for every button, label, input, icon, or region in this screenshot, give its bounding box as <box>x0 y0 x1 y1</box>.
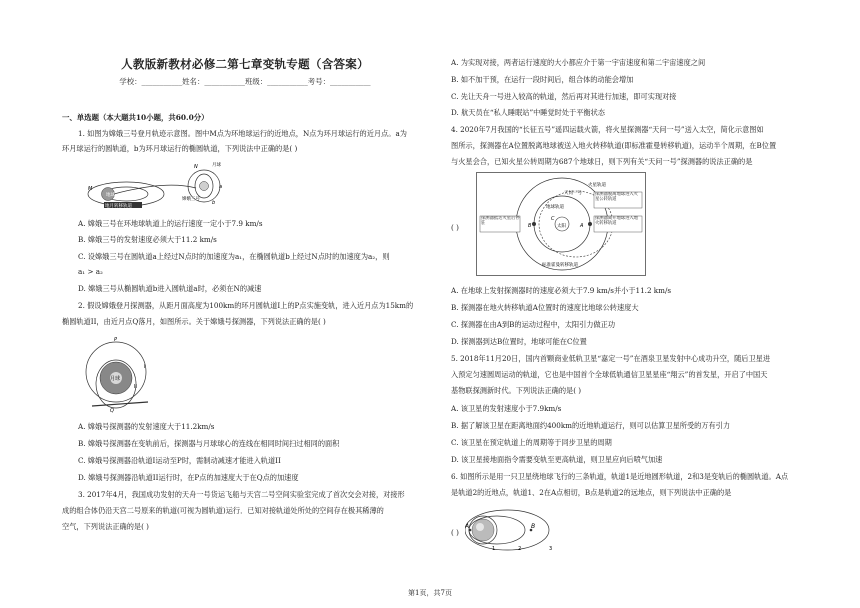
q4-label-c: C <box>551 216 555 222</box>
q6-label-2: 2 <box>518 546 522 552</box>
q1-stem-line1: 1. 如图为嫦娥三号登月轨迹示意图。图中M点为环地球运行的近地点，N点为环月球运行的近月点。a为 <box>78 129 407 138</box>
q4-label-mars-orbit: 火星轨道 <box>588 183 606 188</box>
q1-label-m: M <box>88 186 93 192</box>
q4-label-hohmann: 标准霍曼转移轨道 <box>542 263 578 268</box>
q5-option-a: A. 该卫星的发射速度小于7.9km/s <box>451 404 562 413</box>
q1-option-c: C. 设嫦娥三号在圆轨道a上经过N点时的加速度为a₁，在椭圆轨道b上经过N点时的加速度为a₂，则 <box>78 252 390 261</box>
q4-label-tianwen: 天问一号 <box>564 191 582 196</box>
q6-answer-paren: ( ) <box>451 528 459 537</box>
q4-label-leave-to-mars: 探测器脱离地球进入火星公转轨道 <box>595 192 638 203</box>
q2-option-d: D. 嫦娥号探测器沿轨道II运行时，在P点的加速度大于在Q点的加速度 <box>78 473 299 482</box>
q6-label-1: 1 <box>492 546 496 552</box>
q2-option-a: A. 嫦娥号探测器的发射速度大于11.2km/s <box>78 422 215 431</box>
q1-option-d: D. 嫦娥三号从椭圆轨道b进入圆轨道a时，必须在N的减速 <box>78 284 262 293</box>
q1-label-chang-e: 嫦娥三号 <box>182 197 200 202</box>
q2-option-c: C. 嫦娥号探测器沿轨道I运动至P时，需制动减速才能进入轨道II <box>78 456 281 465</box>
q2-label-i: I <box>144 364 146 370</box>
q4-label-arrive-mars: 探测器抵达火星后停驻 <box>481 216 520 227</box>
q1-label-moon: 月球 <box>212 163 221 168</box>
q3-option-c: C. 先让天舟一号进入较高的轨道，然后再对其进行加速，即可实现对接 <box>451 92 677 101</box>
q1-label-b: b <box>212 200 216 206</box>
q1-option-b: B. 嫦娥三号的发射速度必须大于11.2 km/s <box>78 235 217 244</box>
q6-label-a: A <box>465 523 470 530</box>
q1-option-a: A. 嫦娥三号在环地球轨道上的运行速度一定小于7.9 km/s <box>78 219 263 228</box>
q1-label-n: N <box>194 164 198 170</box>
q1-label-earth: 地球 <box>106 193 115 198</box>
q5-stem-line3: 基物联探测新时代。下列说法正确的是( ) <box>451 386 582 395</box>
q4-stem-line2: 图所示，探测器在A位置脱离地球被送入地火转移轨道(即标准霍曼转移轨道)，运动半个周期，在B位置 <box>451 141 777 150</box>
q5-stem-line1: 5. 2018年11月20日，国内首颗商业低轨卫星“嘉定一号”在酒泉卫星发射中心成功升空，随后卫星进 <box>451 354 771 363</box>
q4-label-sun: 太阳 <box>557 224 566 229</box>
q3-stem-line1: 3. 2017年4月，我国成功发射的天舟一号货运飞船与天宫二号空间实验室完成了首次交会对接，对接形 <box>78 490 405 499</box>
q4-label-a: A <box>580 223 584 229</box>
q3-option-b: B. 如不加干预，在运行一段时间后，组合体的动能会增加 <box>451 75 634 84</box>
q1-label-transfer: 地月转移轨道 <box>105 204 132 209</box>
q1-figure <box>86 160 236 210</box>
q6-stem-line1: 6. 如图所示是用一只卫星绕地球飞行的三条轨道，轨道1是近地圆形轨道，2和3是变轨后的椭圆轨道。A点 <box>451 472 789 481</box>
q4-figure <box>476 172 646 276</box>
q6-label-b: B <box>531 523 536 530</box>
q4-option-b: B. 探测器在地火转移轨道A位置时的速度比地球公转速度大 <box>451 303 639 312</box>
q5-option-d: D. 该卫星接地面指令需要变轨至更高轨道，则卫星应向后喷气加速 <box>451 455 663 464</box>
q2-stem-line2: 椭圆轨道II，由近月点Q落月，如图所示。关于嫦娥号探测器，下列说法正确的是( ) <box>62 317 326 326</box>
q5-option-b: B. 据了解该卫星在距离地面约400km的近地轨道运行，则可以估算卫星所受的万有引力 <box>451 421 731 430</box>
q4-label-earth-orbit: 地球轨道 <box>546 205 564 210</box>
q3-stem-line3: 空气，下列说法正确的是( ) <box>62 522 149 531</box>
q2-stem-line1: 2. 假设嫦娥登月探测器，从距月面高度为100km的环月圆轨道I上的P点实施变轨，进入近月点为15km的 <box>78 301 414 310</box>
q2-label-p: P <box>114 337 118 343</box>
q4-answer-paren: ( ) <box>451 223 459 232</box>
q3-option-d: D. 航天员在“私人睡眠站”中睡觉时处于平衡状态 <box>451 108 605 117</box>
q4-stem-line3: 与火星会合，已知火星公转周期为687个地球日，则下列有关“天问一号”探测器的说法正确的是 <box>451 157 753 166</box>
q3-stem-line2: 成的组合体仍沿天宫二号原来的轨道(可视为圆轨道)运行．已知对接轨道处所处的空间存在极其稀薄的 <box>62 506 384 515</box>
q2-figure <box>82 336 152 414</box>
q4-option-c: C. 探测器在由A到B的运动过程中，太阳引力做正功 <box>451 320 616 329</box>
section-heading: 一、单选题（本大题共10小题，共60.0分） <box>62 113 209 122</box>
page-footer: 第1页，共7页 <box>408 589 452 597</box>
q5-option-c: C. 该卫星在预定轨道上的周期等于同步卫星的周期 <box>451 438 612 447</box>
q2-option-b: B. 嫦娥号探测器在变轨前后，探测器与月球球心的连线在相同时间扫过相同的面积 <box>78 439 340 448</box>
student-info-line: 学校：___________姓名：___________班级：___________考号：___________ <box>119 77 371 86</box>
q2-label-moon: 月球 <box>110 376 121 382</box>
q5-stem-line2: 入预定匀速圆周运动的轨道，它也是中国首个全球低轨通信卫星星座“翔云”的首发星，开启了中国天 <box>451 370 768 379</box>
q4-label-leave-earth: 探测器离开地球进入地火转移轨道 <box>595 216 638 227</box>
exam-title: 人教版新教材必修二第七章变轨专题（含答案） <box>121 57 369 71</box>
q1-stem-line2: 环月球运行的圆轨道，b为环月球运行的椭圆轨道，下列说法中正确的是( ) <box>62 144 298 153</box>
q6-stem-line2: 是轨道2的近地点，轨道1、2在A点相切，B点是轨道2的远地点，则下列说法中正确的是 <box>451 488 732 497</box>
q1-label-a: a <box>219 184 223 190</box>
q4-option-d: D. 探测器到达B位置时，地球可能在C位置 <box>451 337 587 346</box>
q6-label-3: 3 <box>549 546 553 552</box>
q4-label-b: B <box>528 223 532 229</box>
q2-label-ii: II <box>134 384 137 390</box>
q1-option-c-cont: a₁ > a₂ <box>78 267 103 276</box>
q6-figure <box>465 506 565 554</box>
q4-stem-line1: 4. 2020年7月我国的“长征五号”遥四运载火箭，将火星探测器“天问一号”送入太空，简化示意图如 <box>451 125 764 134</box>
q4-option-a: A. 在地球上发射探测器时的速度必须大于7.9 km/s并小于11.2 km/s <box>451 286 672 295</box>
q2-label-q: Q <box>110 408 114 414</box>
q3-option-a: A. 为实现对接，两者运行速度的大小都应介于第一宇宙速度和第二宇宙速度之间 <box>451 58 706 67</box>
